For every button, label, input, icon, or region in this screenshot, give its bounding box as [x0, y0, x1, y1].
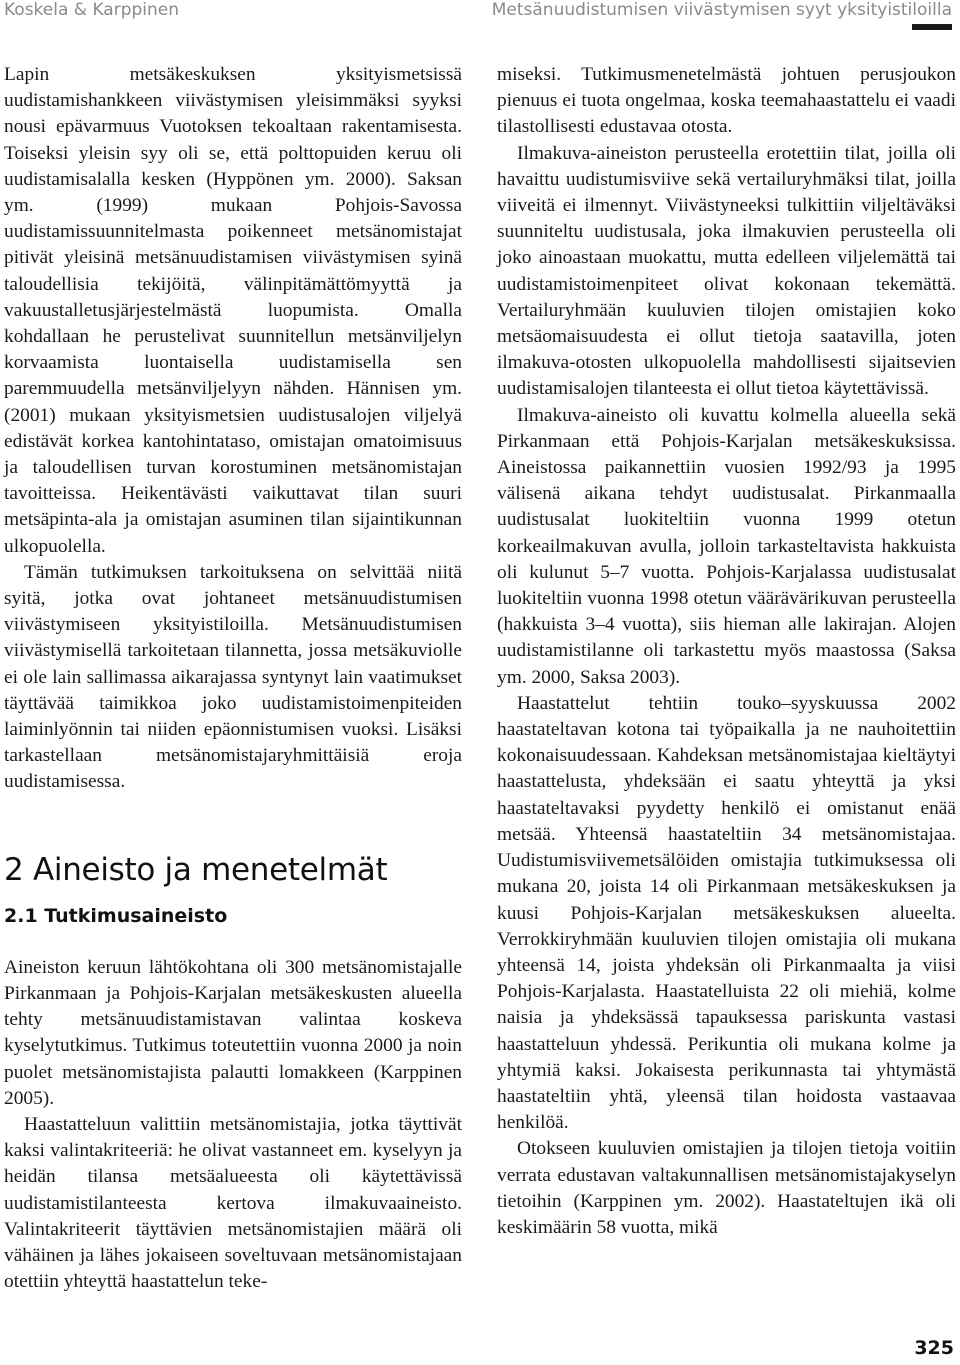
paragraph: Haastattelut tehtiin touko–syyskuussa 2002 haastateltavan kotona tai työpaikalla ja ne nauhoitettiin kokonaisuudessaan. Kahdeksan metsänomistajaa kieltäytyi haastattelusta, yhdeksään ei saatu yhteyttä ja yksi haastateltavaksi pyydetty henkilö ei omistanut enää metsää. Yhteensä haastateltiin 34 metsänomistajaa. Uudistumisviivemetsälöiden omistajia tutkimuksessa oli mukana 20, joista 14 oli Pirkanmaan metsäkeskuksen ja kuusi Pohjois-Karjalan metsäkeskuksen alueelta. Verrokkiryhmään kuuluvien tilojen omistajia oli mukana yhteensä 14, joista yhdeksän oli Pirkanmaalta ja viisi Pohjois-Karjalasta. Haastatelluista 22 oli miehiä, kolme naisia ja yhdeksässä tapauksessa pariskunta vastasi haastatteluun yhdessä. Perikuntia oli mukana kolme ja yhtymiä kaksi. Jokaisesta perikunnasta tai yhtymästä haastateltiin yhtä, yleensä tilan hoidosta vastaavaa henkilöä.	[497, 692, 956, 1134]
right-column	[497, 62, 956, 1241]
paragraph: Ilmakuva-aineiston perusteella erotettiin tilat, joilla oli havaittu uudistumisviive sekä vertailuryhmäksi tilat, joilla viiveitä ei ilmennyt. Viivästyneeksi tulkittiin viljeltäväksi suunniteltu uudistusala, joka ilmakuvien perusteella oli joko ainoastaan muokattu, mutta edelleen viljelemättä tai uudistamistoimenpiteet olivat kokonaan tekemättä. Vertailuryhmään kuuluvien tilojen omistajien koko metsäomaisuudesta ei ollut tietoja saatavilla, joten ilmakuva-otosten ulkopuolella mahdollisesti sijaitsevien uudistamisalojen tilanteesta ei ollut tietoa käytettävissä.	[497, 142, 956, 400]
paragraph: Haastatteluun valittiin metsänomistajia, jotka täyttivät kaksi valintakriteeriä: he olivat vastanneet em. kyselyyn ja heidän tilansa metsäalueesta oli käytettävissä uudistamistilanteesta kertova ilmakuvaaineisto. Valintakriteerit täyttävien metsänomistajien määrä oli vähäinen ja lähes jokaiseen soveltuvaan metsänomistajaan otettiin yhteyttä haastattelun teke-	[4, 1113, 462, 1293]
page-number: 325	[914, 1337, 954, 1359]
paragraph: Ilmakuva-aineisto oli kuvattu kolmella alueella sekä Pirkanmaan että Pohjois-Karjalan metsäkeskuksissa. Aineistossa paikannettiin vuosien 1992/93 ja 1995 välisenä aikana tehdyt uudistusalat. Pirkanmaalla uudistusalat luokiteltiin vuonna 1999 otetun korkeailmakuvan avulla, jolloin tarkasteltavista hakkuista oli kulunut 5–7 vuotta. Pohjois-Karjalassa uudistusalat luokiteltiin vuonna 1998 otetun väärävärikuvan perusteella (hakkuista 3–4 vuotta), siis hieman alle lakirajan. Alojen uudistamistilanne oli tarkastettu myös maastossa (Saksa ym. 2000, Saksa 2003).	[497, 404, 956, 688]
header-rule-bar	[912, 24, 952, 30]
paragraph: Lapin metsäkeskuksen yksityismetsissä uudistamishankkeen viivästymisen yleisimmäksi syyksi nousi epävarmuus Vuotoksen tekoaltaan rakentamisesta. Toiseksi yleisin syy oli se, että polttopuiden keruu oli uudistamisalalla kesken (Hyppönen ym. 2000). Saksan ym. (1999) mukaan Pohjois-Savossa uudistamissuunnitelmasta poikenneet metsänomistajat pitivät yleisinä metsänuudistamisen viivästymisen syinä taloudellisia tekijöitä, välinpitämättömyyttä ja vakuustalletusjärjestelmästä luopumista. Omalla kohdallaan he perustelivat suunnitellun metsänviljelyn korvaamista luontaisella uudistamisella sen paremmuudella metsänviljelyyn nähden. Hännisen ym. (2001) mukaan yksityismetsien uudistusalojen viljelyä edistävät korkea kantohintataso, omistajan omatoimisuus ja taloudellisen turvan korostuminen metsänomistajan tavoitteissa. Heikentävästi vaikuttavat tilan suuri metsäpinta-ala ja omistajan asuminen tilan sijaintikunnan ulkopuolella.	[4, 64, 462, 557]
header-running-title: Metsänuudistumisen viivästymisen syyt yksityistiloilla	[491, 0, 952, 20]
left-column	[4, 62, 462, 1295]
paragraph: Aineiston keruun lähtökohtana oli 300 metsänomistajalle Pirkanmaan ja Pohjois-Karjalan metsäkeskusten alueella tehty metsänuudistamistavan valintaa koskeva kyselytutkimus. Tutkimus toteutettiin vuonna 2000 ja noin puolet metsänomistajista palautti lomakkeen (Karppinen 2005).	[4, 956, 462, 1109]
running-header	[0, 0, 960, 30]
paragraph: Otokseen kuuluvien omistajien ja tilojen tietoja voitiin verrata edustavan valtakunnallisen metsänomistajakyselyn tietoihin (Karppinen ym. 2002). Haastateltujen ikä oli keskimäärin 58 vuotta, mikä	[497, 1138, 956, 1238]
subsection-heading: 2.1 Tutkimusaineisto	[4, 904, 228, 927]
header-authors: Koskela & Karppinen	[4, 0, 180, 20]
paragraph: miseksi. Tutkimusmenetelmästä johtuen perusjoukon pienuus ei tuota ongelmaa, koska teemahaastattelu ei vaadi tilastollisesti edustavaa otosta.	[497, 64, 956, 138]
section-heading: 2 Aineisto ja menetelmät	[4, 851, 388, 888]
paragraph: Tämän tutkimuksen tarkoituksena on selvittää niitä syitä, jotka ovat johtaneet metsänuudistumisen viivästymiseen yksityistiloilla. Metsänuudistumisen viivästymisellä tarkoitetaan tilannetta, jossa metsäkuviolle ei ole lain sallimassa aikarajassa syntynyt lain vaatimukset täyttävää taimikkoa joko uudistamistoimenpiteiden laiminlyönnin tai niiden epäonnistumisen vuoksi. Lisäksi tarkastellaan metsänomistajaryhmittäisiä eroja uudistamisessa.	[4, 561, 462, 793]
